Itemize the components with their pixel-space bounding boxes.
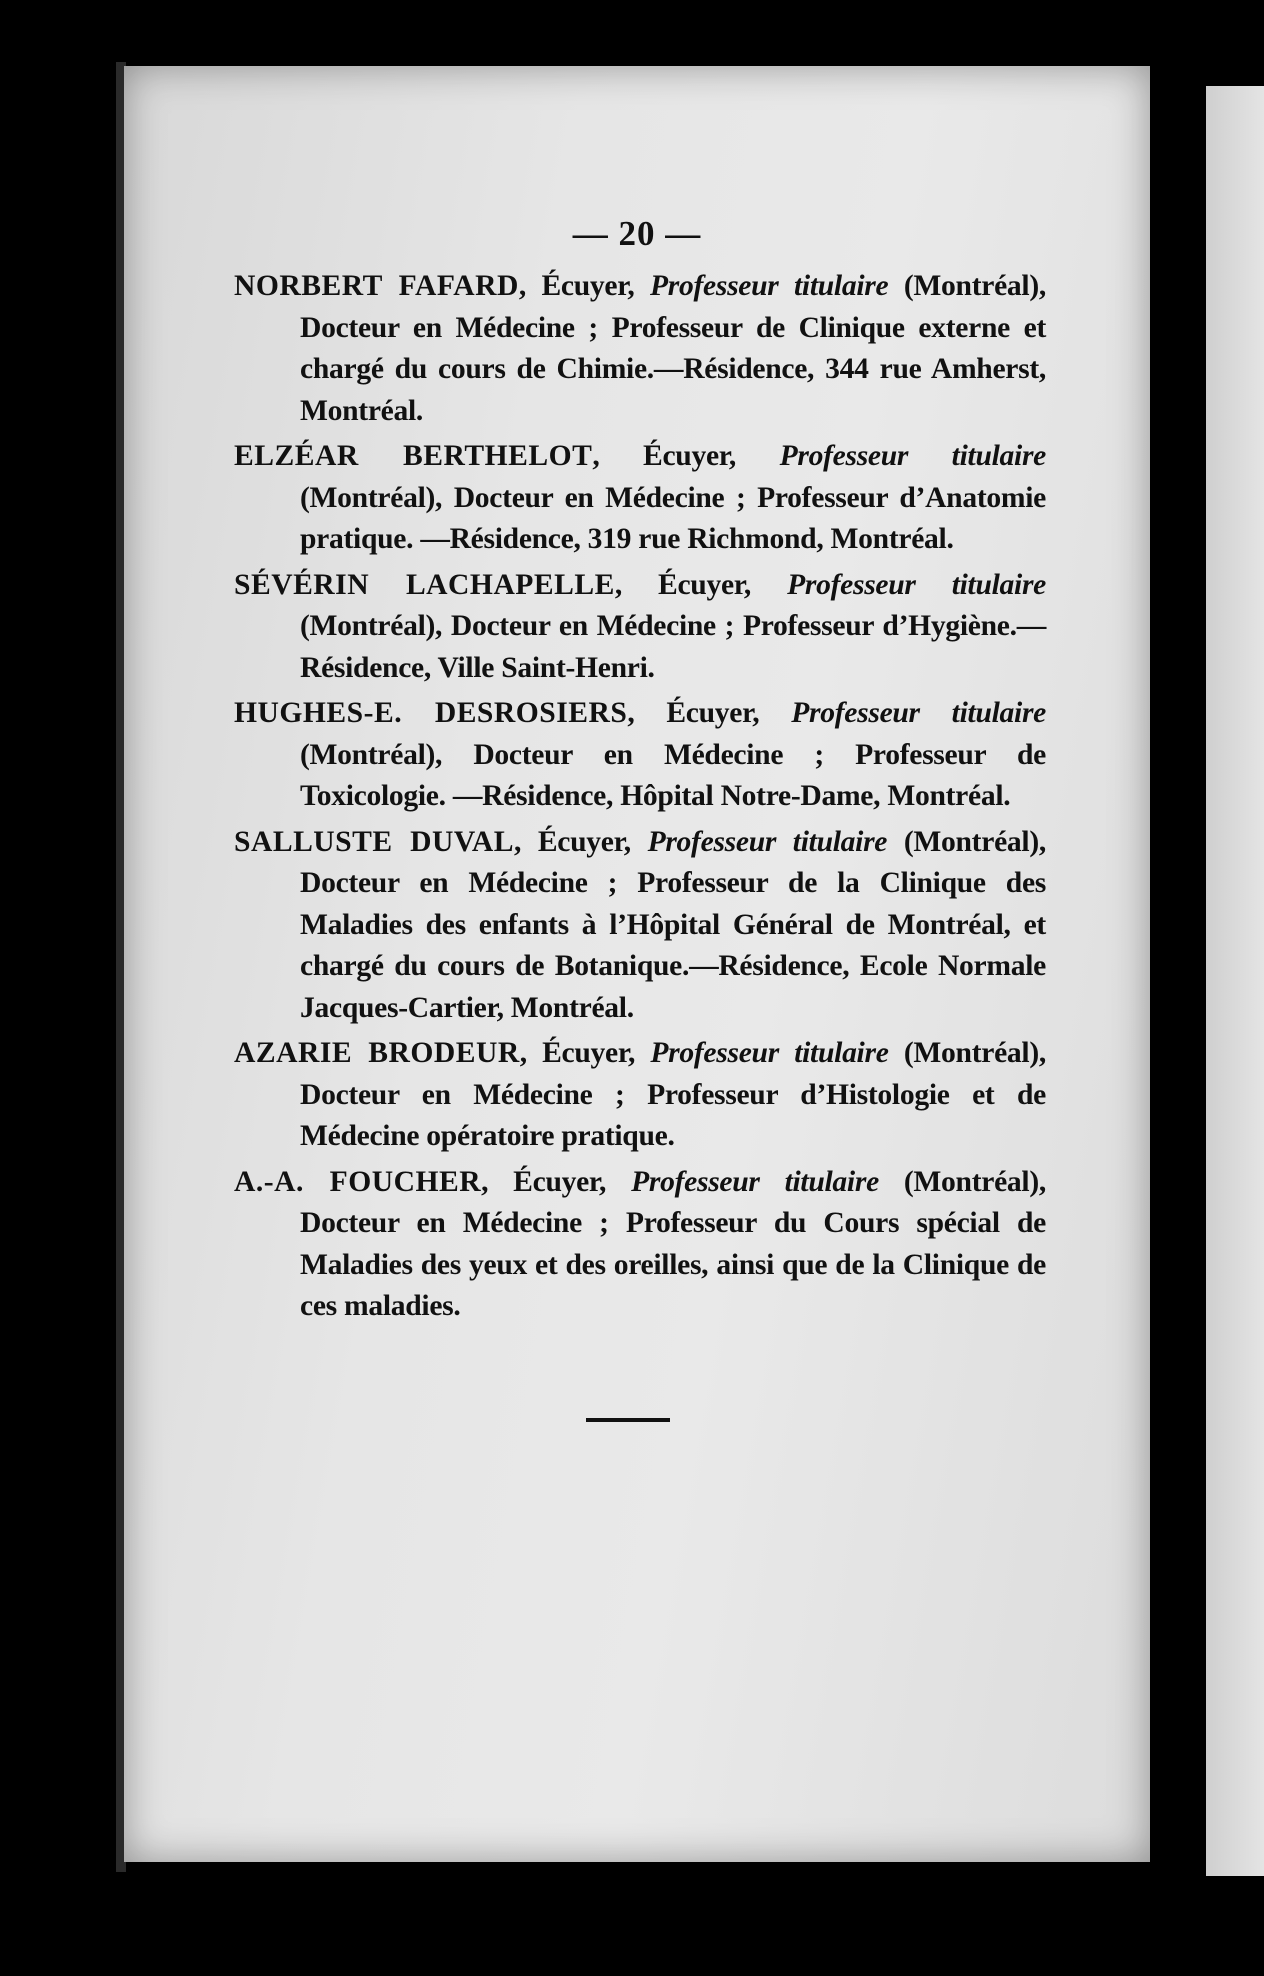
- entry-honorific: , Écuyer,: [519, 1037, 651, 1069]
- faculty-entry: [234, 565, 1046, 690]
- entry-honorific: , Écuyer,: [481, 1165, 632, 1198]
- faculty-entry: [234, 436, 1046, 561]
- entry-details: (Montréal), Docteur en Médecine ; Professeur d’Anatomie pratique. —Résidence, 319 rue Richmond, Montréal.: [300, 481, 1046, 555]
- entry-name: SALLUSTE DUVAL: [234, 825, 515, 858]
- faculty-entry: [234, 1033, 1046, 1158]
- entry-title: Professeur titulaire: [650, 1037, 889, 1069]
- book-page: [124, 66, 1150, 1862]
- entry-honorific: , Écuyer,: [518, 270, 650, 302]
- entry-name: SÉVÉRIN LACHAPELLE: [234, 568, 615, 601]
- entry-title: Professeur titulaire: [779, 440, 1046, 472]
- closing-rule: [586, 1418, 670, 1422]
- faculty-entry: [234, 266, 1046, 432]
- entry-details: (Montréal), Docteur en Médecine ; Professeur de la Clinique des Maladies des enfants à l’Hôpital Général de Montréal, et chargé du cours de Botanique.—Résidence, Ecole Normale Jacques-Cartier, Montréal.: [300, 825, 1046, 1024]
- entry-name: HUGHES-E. DESROSIERS: [234, 697, 628, 729]
- entry-title: Professeur titulaire: [631, 1165, 879, 1198]
- entry-details: (Montréal), Docteur en Médecine ; Professeur de Clinique externe et chargé du cours de Chimie.—Résidence, 344 rue Amherst, Montréal.: [300, 270, 1047, 427]
- entry-title: Professeur titulaire: [791, 697, 1046, 729]
- entry-name: A.-A. FOUCHER: [234, 1165, 482, 1198]
- entry-honorific: , Écuyer,: [592, 440, 780, 472]
- entry-honorific: , Écuyer,: [514, 825, 648, 858]
- entry-details: (Montréal), Docteur en Médecine ; Professeur d’Hygiène.— Résidence, Ville Saint-Henri.: [300, 610, 1046, 684]
- faculty-entry: [234, 693, 1046, 818]
- entry-title: Professeur titulaire: [647, 825, 888, 858]
- entry-name: ELZÉAR BERTHELOT: [234, 440, 593, 472]
- facing-page-edge: [1206, 86, 1264, 1876]
- entry-details: (Montréal), Docteur en Médecine ; Professeur du Cours spécial de Maladies des yeux et des oreilles, ainsi que de la Clinique de ces maladies.: [300, 1165, 1046, 1322]
- entry-name: NORBERT FAFARD: [234, 270, 519, 302]
- page-number: — 20 —: [572, 214, 702, 253]
- entry-honorific: , Écuyer,: [614, 568, 788, 601]
- entry-details: (Montréal), Docteur en Médecine ; Professeur d’Histologie et de Médecine opératoire pratique.: [300, 1037, 1046, 1152]
- faculty-entry: [234, 1162, 1046, 1328]
- entry-honorific: , Écuyer,: [627, 697, 792, 729]
- entry-details: (Montréal), Docteur en Médecine ; Professeur de Toxicologie. —Résidence, Hôpital Notre-Dame, Montréal.: [300, 738, 1046, 812]
- entry-title: Professeur titulaire: [649, 270, 889, 302]
- faculty-list: [234, 266, 1046, 1328]
- entry-name: AZARIE BRODEUR: [234, 1037, 520, 1069]
- entry-title: Professeur titulaire: [787, 568, 1047, 601]
- faculty-entry: [234, 822, 1046, 1030]
